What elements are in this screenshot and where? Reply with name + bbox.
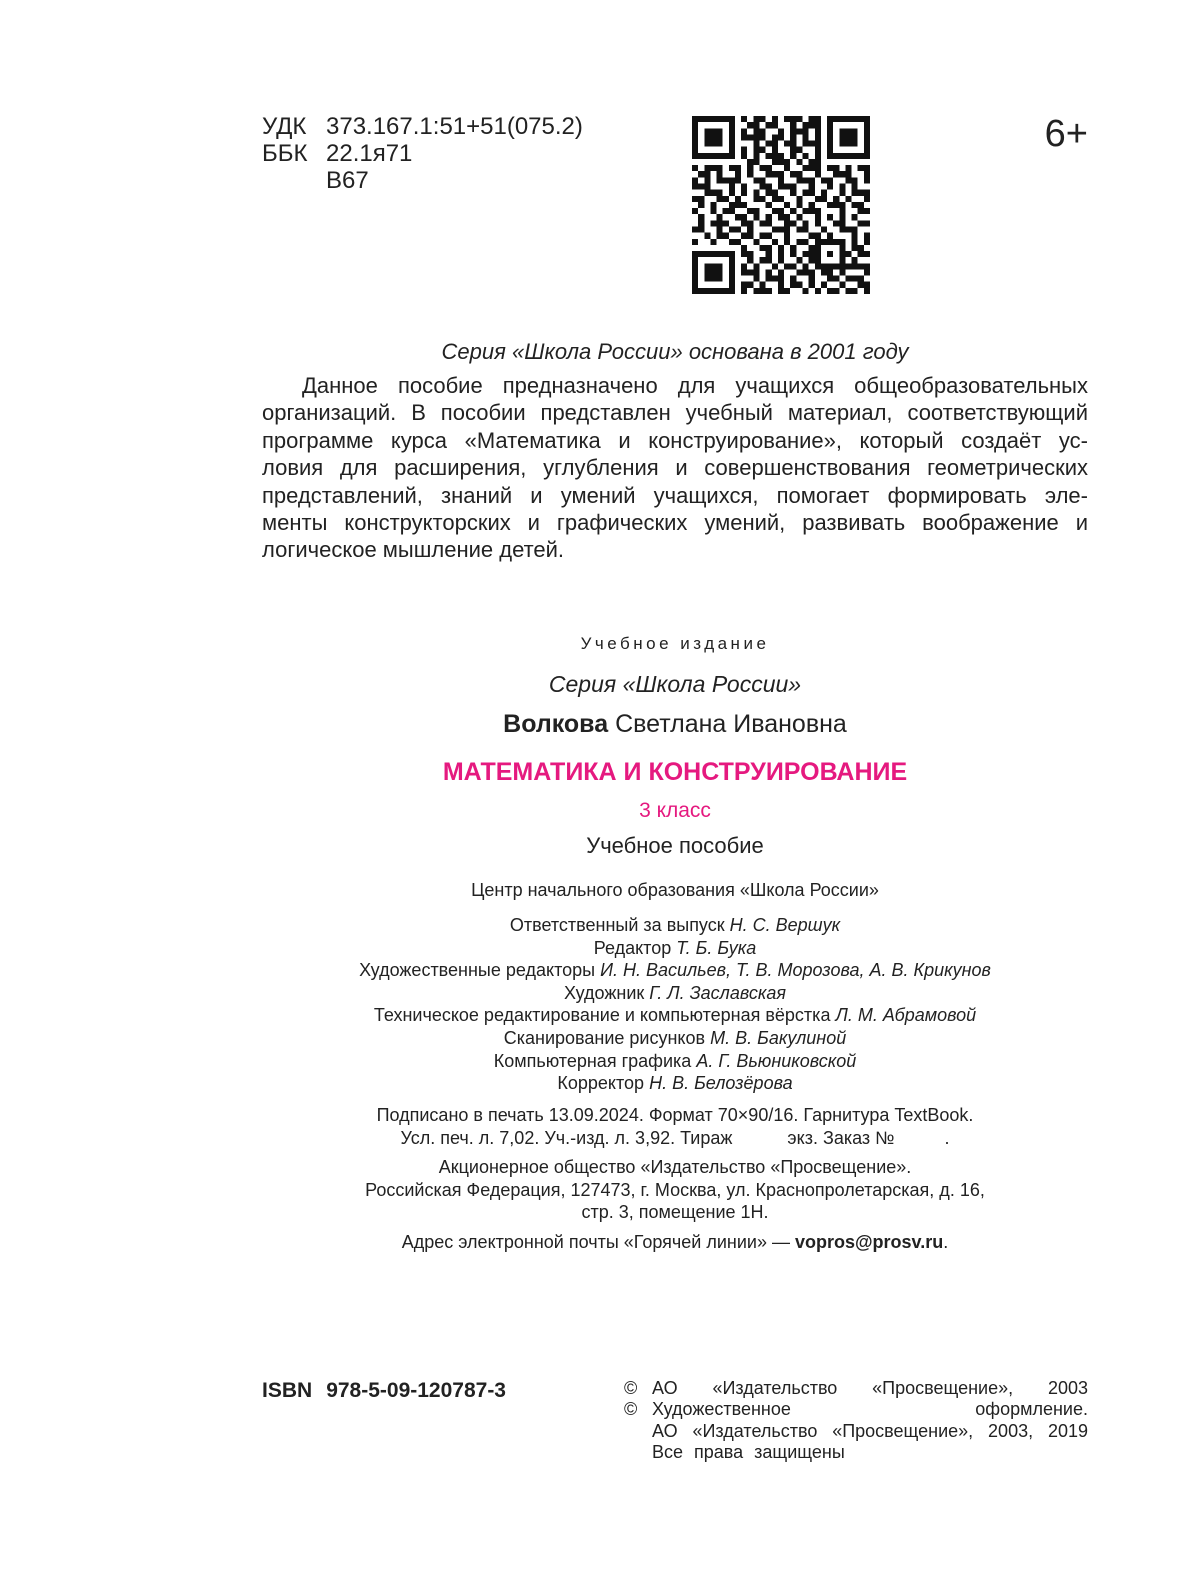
publisher-info bbox=[160, 1156, 1190, 1224]
copyright-line: Все права защищены bbox=[652, 1442, 845, 1463]
isbn-value: 978-5-09-120787-3 bbox=[326, 1379, 506, 1402]
bbk-label: ББК bbox=[262, 140, 308, 167]
credit-person: Н. В. Белозёрова bbox=[649, 1073, 793, 1094]
email-address[interactable]: vopros@prosv.ru bbox=[794, 1232, 944, 1252]
copyright-line: АО «Издательство «Просвещение», 2003 bbox=[652, 1378, 1088, 1398]
publisher-line: Российская Федерация, 127473, г. Москва, ул. Краснопролетарская, д. 16, bbox=[365, 1179, 985, 1200]
series-note: Серия «Школа России» основана в 2001 году bbox=[441, 339, 909, 364]
credit-line bbox=[160, 1072, 1190, 1095]
grade-label: 3 класс bbox=[639, 799, 711, 822]
annotation-line: организаций. В пособии представлен учебный материал, соответствующий bbox=[262, 400, 1088, 426]
credit-person: И. Н. Васильев, Т. В. Морозова, А. В. Крикунов bbox=[600, 960, 991, 981]
annotation-line: программе курса «Математика и конструирование», который создаёт ус- bbox=[262, 427, 1088, 453]
credit-role: Редактор bbox=[593, 937, 672, 958]
credit-line bbox=[160, 959, 1190, 982]
author-surname: Волкова bbox=[503, 710, 609, 738]
udk-label: УДК bbox=[262, 113, 307, 140]
udk-value: 373.167.1:51+51(075.2) bbox=[326, 113, 583, 140]
credit-role: Художественные редакторы bbox=[359, 960, 596, 981]
imprint-line: Усл. печ. л. 7,02. Уч.-изд. л. 3,92. Тираж экз. Заказ № . bbox=[400, 1127, 950, 1148]
credit-person: Т. Б. Бука bbox=[676, 937, 757, 958]
credit-line bbox=[160, 937, 1190, 960]
copyright-icon: © bbox=[624, 1399, 638, 1420]
author-name bbox=[160, 709, 1190, 739]
credit-line bbox=[160, 1050, 1190, 1073]
copyright-block bbox=[624, 1378, 1088, 1464]
annotation-line: логическое мышление детей. bbox=[262, 537, 565, 563]
credit-role: Техническое редактирование и компьютерная вёрстка bbox=[373, 1005, 831, 1026]
credit-person: А. Г. Вьюниковской bbox=[696, 1050, 857, 1071]
credit-line bbox=[160, 982, 1190, 1005]
publisher-line: стр. 3, помещение 1Н. bbox=[581, 1202, 769, 1223]
hotline-email bbox=[160, 1230, 1190, 1254]
email-end: . bbox=[943, 1232, 949, 1252]
annotation-line: представлений, знаний и умений учащихся, помогает формировать эле- bbox=[262, 482, 1088, 508]
isbn bbox=[262, 1378, 520, 1404]
imprint bbox=[160, 1104, 1190, 1149]
edition-type: Учебное издание bbox=[580, 634, 770, 653]
author-given-name: Светлана Ивановна bbox=[615, 710, 847, 738]
credit-person: Л. М. Абрамовой bbox=[835, 1005, 977, 1026]
credit-line bbox=[160, 914, 1190, 937]
isbn-label: ISBN bbox=[262, 1379, 313, 1402]
annotation-line: ловия для расширения, углубления и совершенствования геометрических bbox=[262, 455, 1088, 481]
credits-list bbox=[160, 914, 1190, 1095]
credit-role: Сканирование рисунков bbox=[503, 1027, 706, 1048]
credit-role: Компьютерная графика bbox=[493, 1050, 692, 1071]
credit-role: Ответственный за выпуск bbox=[509, 915, 725, 935]
age-rating: 6+ bbox=[1044, 113, 1088, 155]
education-center: Центр начального образования «Школа России» bbox=[471, 880, 879, 900]
credit-person: М. В. Бакулиной bbox=[710, 1027, 847, 1048]
annotation-line: менты конструкторских и графических умений, развивать воображение и bbox=[262, 510, 1088, 536]
credit-role: Корректор bbox=[557, 1073, 645, 1094]
imprint-line: Подписано в печать 13.09.2024. Формат 70×90/16. Гарнитура TextBook. bbox=[376, 1105, 974, 1125]
book-title: МАТЕМАТИКА И КОНСТРУИРОВАНИЕ bbox=[442, 758, 908, 786]
bbk-value: 22.1я71 bbox=[326, 140, 413, 167]
author-code: В67 bbox=[326, 167, 369, 194]
credit-person: Г. Л. Заславская bbox=[649, 982, 786, 1003]
copyright-line: Художественное оформление. bbox=[652, 1399, 1088, 1420]
classification-codes bbox=[262, 113, 583, 194]
credit-person: Н. С. Вершук bbox=[729, 915, 841, 935]
publisher-line: Акционерное общество «Издательство «Просвещение». bbox=[438, 1157, 912, 1177]
series-name: Серия «Школа России» bbox=[548, 671, 802, 697]
copyright-line: АО «Издательство «Просвещение», 2003, 2019 bbox=[652, 1420, 1088, 1441]
book-kind: Учебное пособие bbox=[586, 833, 764, 858]
copyright-icon: © bbox=[624, 1378, 638, 1398]
annotation-line: Данное пособие предназначено для учащихся общеобразовательных bbox=[302, 373, 1088, 398]
email-label: Адрес электронной почты «Горячей линии» — bbox=[401, 1232, 790, 1252]
credit-line bbox=[160, 1027, 1190, 1050]
qr-code-icon[interactable] bbox=[692, 116, 870, 294]
credit-role: Художник bbox=[564, 982, 645, 1003]
annotation bbox=[262, 372, 1088, 564]
credit-line bbox=[160, 1004, 1190, 1027]
